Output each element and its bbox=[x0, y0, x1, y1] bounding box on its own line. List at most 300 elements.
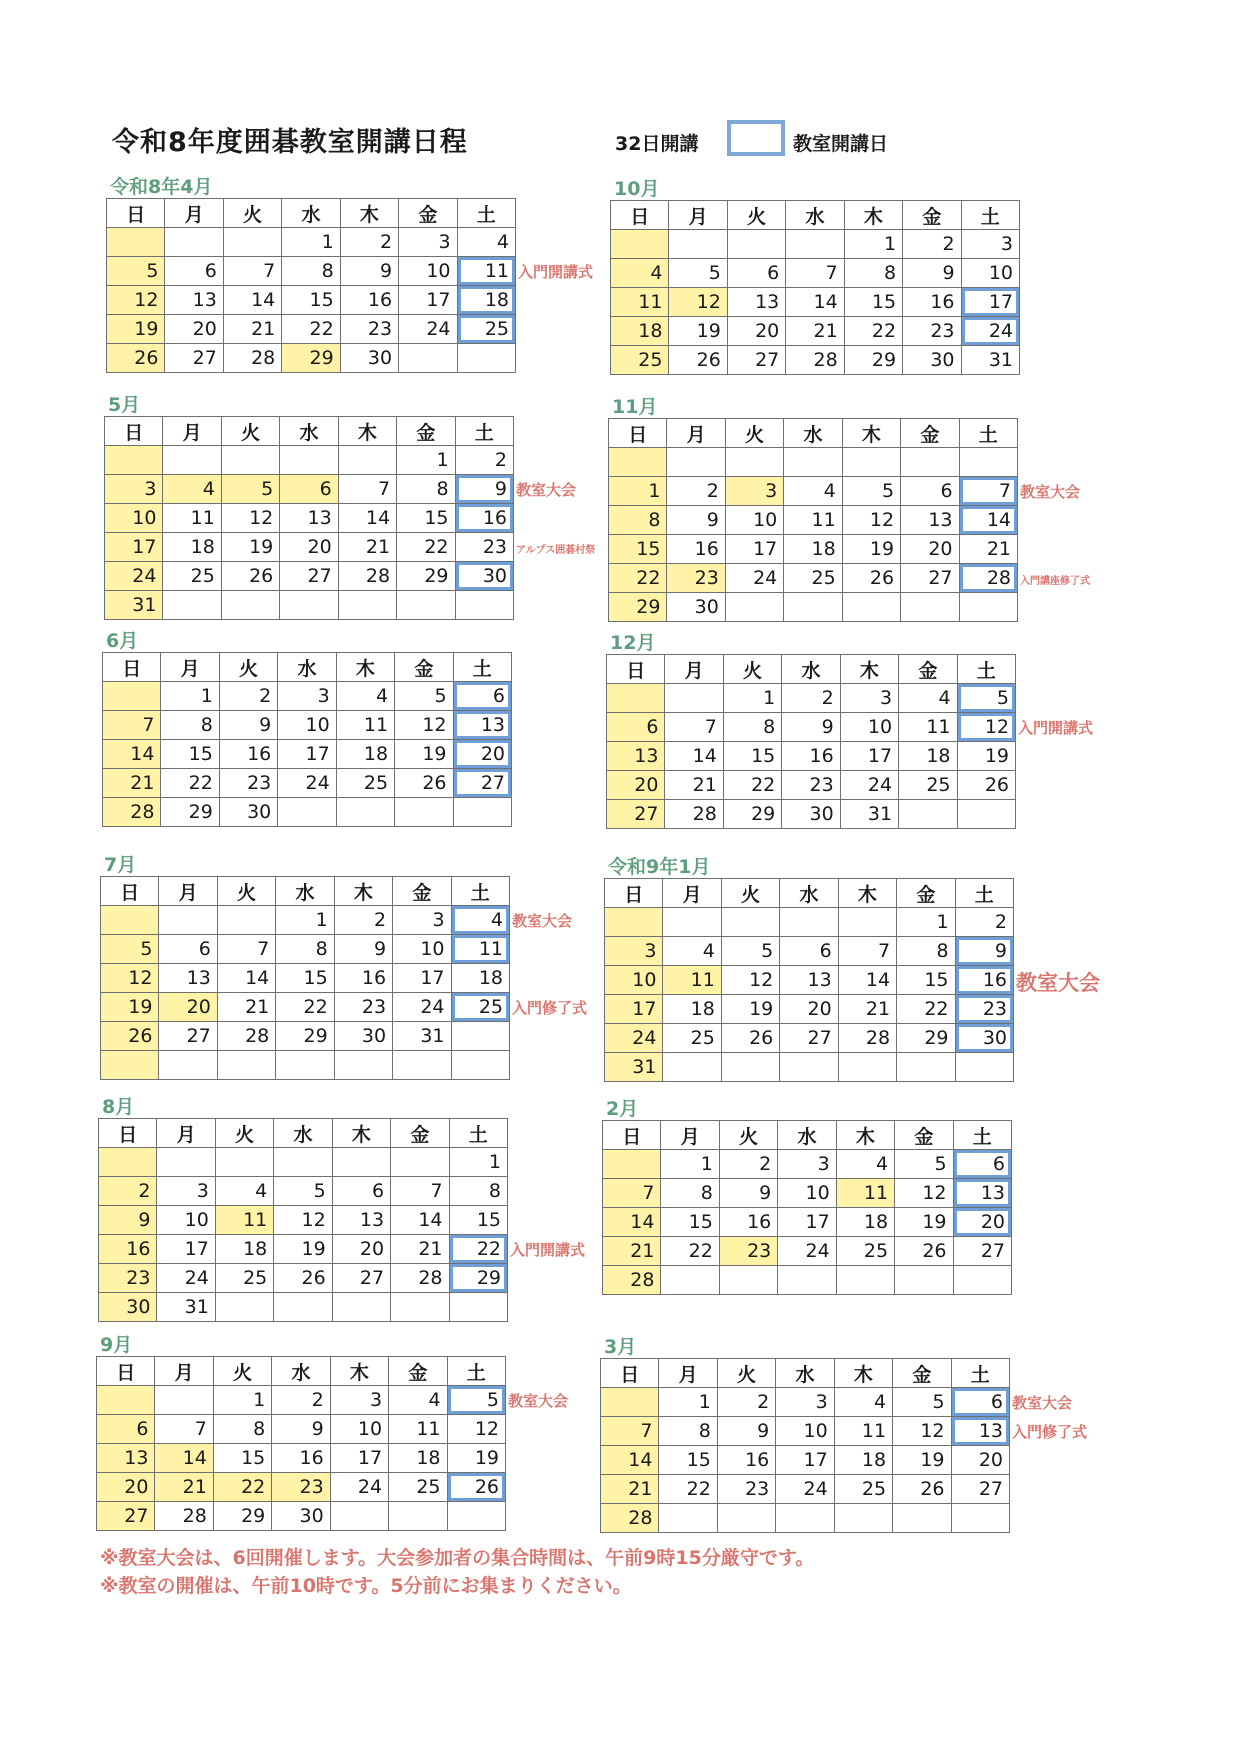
day-cell: 6 bbox=[165, 257, 223, 286]
day-cell bbox=[895, 1266, 953, 1295]
event-note: 教室大会 bbox=[1016, 971, 1100, 995]
week-row bbox=[105, 562, 514, 591]
day-cell: 12 bbox=[101, 964, 159, 993]
day-cell: 27 bbox=[159, 1022, 217, 1051]
day-cell: 11 bbox=[336, 711, 394, 740]
session-count: 32日開講 bbox=[615, 133, 699, 155]
day-cell bbox=[332, 1148, 390, 1177]
day-cell bbox=[838, 908, 896, 937]
day-cell: 6 bbox=[159, 935, 217, 964]
day-cell bbox=[215, 1293, 273, 1322]
day-cell bbox=[663, 908, 721, 937]
weekday-header: 火 bbox=[723, 655, 781, 684]
day-cell: 14 bbox=[665, 742, 723, 771]
day-cell: 5 bbox=[669, 259, 727, 288]
day-cell: 13 bbox=[727, 288, 785, 317]
day-cell: 7 bbox=[103, 711, 161, 740]
day-cell: 25 bbox=[836, 1237, 894, 1266]
day-cell bbox=[838, 1053, 896, 1082]
day-cell: 6 bbox=[780, 937, 838, 966]
day-cell: 25 bbox=[215, 1264, 273, 1293]
weekday-header: 金 bbox=[399, 199, 457, 228]
day-cell bbox=[669, 230, 727, 259]
day-cell: 19 bbox=[274, 1235, 332, 1264]
day-cell: 14 bbox=[223, 286, 281, 315]
day-cell: 7 bbox=[338, 475, 396, 504]
week-row bbox=[101, 964, 510, 993]
weekday-header: 水 bbox=[780, 879, 838, 908]
day-cell: 10 bbox=[776, 1417, 834, 1446]
day-cell: 30 bbox=[219, 798, 277, 827]
day-cell: 22 bbox=[161, 769, 219, 798]
day-cell: 1 bbox=[659, 1388, 717, 1417]
day-cell: 29 bbox=[397, 562, 455, 591]
weekday-header: 金 bbox=[391, 1119, 449, 1148]
week-row bbox=[611, 230, 1020, 259]
day-cell: 10 bbox=[157, 1206, 215, 1235]
day-cell: 24 bbox=[157, 1264, 215, 1293]
month-table bbox=[610, 200, 1020, 375]
day-cell bbox=[157, 1148, 215, 1177]
day-cell: 24 bbox=[399, 315, 457, 344]
week-row bbox=[605, 908, 1014, 937]
week-row bbox=[605, 1024, 1014, 1053]
day-cell: 13 bbox=[159, 964, 217, 993]
week-row bbox=[103, 740, 512, 769]
week-row bbox=[605, 1053, 1014, 1082]
day-cell bbox=[280, 446, 338, 475]
day-cell: 3 bbox=[330, 1386, 388, 1415]
day-cell: 29 bbox=[449, 1264, 507, 1293]
weekday-header: 日 bbox=[97, 1357, 155, 1386]
day-cell: 24 bbox=[393, 993, 451, 1022]
day-cell: 26 bbox=[101, 1022, 159, 1051]
day-cell: 25 bbox=[163, 562, 221, 591]
day-cell: 26 bbox=[842, 564, 900, 593]
event-note: 教室大会 bbox=[508, 1392, 569, 1410]
day-cell bbox=[215, 1148, 273, 1177]
day-cell: 13 bbox=[901, 506, 959, 535]
event-note: 入門開講式 bbox=[1018, 719, 1094, 737]
day-cell: 12 bbox=[893, 1417, 951, 1446]
weekday-header: 火 bbox=[217, 877, 275, 906]
month-label: 11月 bbox=[612, 396, 658, 418]
day-cell: 13 bbox=[97, 1444, 155, 1473]
day-cell: 5 bbox=[957, 684, 1015, 713]
day-cell bbox=[217, 906, 275, 935]
day-cell: 5 bbox=[274, 1177, 332, 1206]
day-cell bbox=[217, 1051, 275, 1080]
day-cell: 13 bbox=[453, 711, 511, 740]
day-cell bbox=[719, 1266, 777, 1295]
day-cell: 26 bbox=[957, 771, 1015, 800]
day-cell: 21 bbox=[223, 315, 281, 344]
day-cell: 4 bbox=[611, 259, 669, 288]
week-row bbox=[105, 533, 514, 562]
day-cell bbox=[607, 684, 665, 713]
day-cell: 16 bbox=[340, 286, 398, 315]
day-cell: 31 bbox=[105, 591, 163, 620]
day-cell bbox=[665, 684, 723, 713]
day-cell: 12 bbox=[721, 966, 779, 995]
day-cell: 8 bbox=[723, 713, 781, 742]
day-cell: 18 bbox=[163, 533, 221, 562]
day-cell: 22 bbox=[282, 315, 340, 344]
day-cell: 22 bbox=[276, 993, 334, 1022]
day-cell bbox=[663, 1053, 721, 1082]
day-cell: 19 bbox=[101, 993, 159, 1022]
day-cell bbox=[834, 1504, 892, 1533]
day-cell: 23 bbox=[717, 1475, 775, 1504]
day-cell: 18 bbox=[611, 317, 669, 346]
day-cell bbox=[780, 908, 838, 937]
day-cell: 28 bbox=[338, 562, 396, 591]
day-cell: 19 bbox=[669, 317, 727, 346]
day-cell bbox=[786, 230, 844, 259]
day-cell: 17 bbox=[105, 533, 163, 562]
day-cell bbox=[389, 1502, 447, 1531]
day-cell: 9 bbox=[455, 475, 513, 504]
day-cell: 1 bbox=[897, 908, 955, 937]
day-cell: 27 bbox=[727, 346, 785, 375]
weekday-header: 月 bbox=[665, 655, 723, 684]
day-cell: 18 bbox=[457, 286, 515, 315]
day-cell: 7 bbox=[959, 477, 1017, 506]
day-cell: 23 bbox=[719, 1237, 777, 1266]
weekday-header: 水 bbox=[280, 417, 338, 446]
day-cell: 9 bbox=[272, 1415, 330, 1444]
weekday-header: 水 bbox=[778, 1121, 836, 1150]
weekday-header: 月 bbox=[157, 1119, 215, 1148]
day-cell: 2 bbox=[340, 228, 398, 257]
day-cell: 2 bbox=[667, 477, 725, 506]
day-cell bbox=[338, 446, 396, 475]
day-cell: 30 bbox=[782, 800, 840, 829]
day-cell: 29 bbox=[723, 800, 781, 829]
day-cell: 31 bbox=[961, 346, 1019, 375]
day-cell: 27 bbox=[97, 1502, 155, 1531]
day-cell bbox=[163, 446, 221, 475]
day-cell: 18 bbox=[215, 1235, 273, 1264]
day-cell bbox=[721, 908, 779, 937]
day-cell: 7 bbox=[786, 259, 844, 288]
day-cell bbox=[274, 1148, 332, 1177]
week-row bbox=[607, 684, 1016, 713]
day-cell: 23 bbox=[782, 771, 840, 800]
day-cell bbox=[727, 230, 785, 259]
day-cell bbox=[274, 1293, 332, 1322]
day-cell: 14 bbox=[155, 1444, 213, 1473]
day-cell: 20 bbox=[159, 993, 217, 1022]
weekday-header-row bbox=[611, 201, 1020, 230]
day-cell: 17 bbox=[393, 964, 451, 993]
day-cell: 11 bbox=[663, 966, 721, 995]
day-cell: 3 bbox=[278, 682, 336, 711]
day-cell: 21 bbox=[601, 1475, 659, 1504]
day-cell: 16 bbox=[334, 964, 392, 993]
day-cell: 24 bbox=[840, 771, 898, 800]
legend-label: 教室開講日 bbox=[793, 133, 889, 155]
day-cell: 4 bbox=[834, 1388, 892, 1417]
day-cell: 1 bbox=[276, 906, 334, 935]
weekday-header: 土 bbox=[449, 1119, 507, 1148]
day-cell: 2 bbox=[903, 230, 961, 259]
day-cell: 24 bbox=[961, 317, 1019, 346]
day-cell bbox=[336, 798, 394, 827]
day-cell: 6 bbox=[727, 259, 785, 288]
day-cell: 5 bbox=[395, 682, 453, 711]
day-cell: 12 bbox=[395, 711, 453, 740]
week-row bbox=[97, 1386, 506, 1415]
day-cell: 22 bbox=[723, 771, 781, 800]
day-cell: 8 bbox=[161, 711, 219, 740]
day-cell: 5 bbox=[447, 1386, 505, 1415]
week-row bbox=[611, 317, 1020, 346]
month-table bbox=[106, 198, 516, 373]
day-cell: 14 bbox=[338, 504, 396, 533]
weekday-header: 木 bbox=[838, 879, 896, 908]
week-row bbox=[611, 288, 1020, 317]
day-cell: 18 bbox=[389, 1444, 447, 1473]
weekday-header: 日 bbox=[105, 417, 163, 446]
event-note: 入門修了式 bbox=[512, 999, 588, 1017]
day-cell: 20 bbox=[607, 771, 665, 800]
weekday-header: 水 bbox=[274, 1119, 332, 1148]
day-cell: 30 bbox=[99, 1293, 157, 1322]
day-cell: 15 bbox=[661, 1208, 719, 1237]
weekday-header-row bbox=[601, 1359, 1010, 1388]
weekday-header-row bbox=[603, 1121, 1012, 1150]
day-cell: 3 bbox=[776, 1388, 834, 1417]
day-cell bbox=[393, 1051, 451, 1080]
day-cell: 29 bbox=[282, 344, 340, 373]
day-cell: 17 bbox=[961, 288, 1019, 317]
day-cell: 6 bbox=[951, 1388, 1009, 1417]
day-cell: 13 bbox=[332, 1206, 390, 1235]
day-cell bbox=[280, 591, 338, 620]
day-cell: 25 bbox=[611, 346, 669, 375]
weekday-header: 木 bbox=[338, 417, 396, 446]
day-cell: 29 bbox=[897, 1024, 955, 1053]
day-cell bbox=[661, 1266, 719, 1295]
day-cell: 4 bbox=[163, 475, 221, 504]
week-row bbox=[609, 477, 1018, 506]
day-cell: 28 bbox=[223, 344, 281, 373]
day-cell: 9 bbox=[334, 935, 392, 964]
day-cell: 3 bbox=[840, 684, 898, 713]
weekday-header: 金 bbox=[389, 1357, 447, 1386]
day-cell: 15 bbox=[723, 742, 781, 771]
day-cell: 29 bbox=[844, 346, 902, 375]
day-cell: 24 bbox=[725, 564, 783, 593]
day-cell: 21 bbox=[838, 995, 896, 1024]
day-cell: 28 bbox=[838, 1024, 896, 1053]
day-cell bbox=[659, 1504, 717, 1533]
day-cell: 14 bbox=[786, 288, 844, 317]
weekday-header: 水 bbox=[282, 199, 340, 228]
day-cell: 10 bbox=[725, 506, 783, 535]
day-cell: 15 bbox=[397, 504, 455, 533]
weekday-header: 水 bbox=[784, 419, 842, 448]
week-row bbox=[105, 446, 514, 475]
day-cell: 14 bbox=[838, 966, 896, 995]
day-cell: 5 bbox=[721, 937, 779, 966]
day-cell: 11 bbox=[215, 1206, 273, 1235]
day-cell: 24 bbox=[278, 769, 336, 798]
day-cell: 1 bbox=[213, 1386, 271, 1415]
day-cell: 28 bbox=[665, 800, 723, 829]
week-row bbox=[101, 993, 510, 1022]
day-cell: 15 bbox=[844, 288, 902, 317]
day-cell: 8 bbox=[609, 506, 667, 535]
month-table bbox=[606, 654, 1016, 829]
day-cell: 1 bbox=[161, 682, 219, 711]
weekday-header: 土 bbox=[455, 417, 513, 446]
weekday-header: 火 bbox=[213, 1357, 271, 1386]
day-cell: 2 bbox=[955, 908, 1013, 937]
day-cell: 31 bbox=[157, 1293, 215, 1322]
day-cell bbox=[276, 1051, 334, 1080]
week-row bbox=[107, 344, 516, 373]
day-cell: 12 bbox=[274, 1206, 332, 1235]
day-cell: 10 bbox=[393, 935, 451, 964]
week-row bbox=[103, 769, 512, 798]
day-cell: 5 bbox=[107, 257, 165, 286]
day-cell: 3 bbox=[393, 906, 451, 935]
weekday-header: 金 bbox=[893, 1359, 951, 1388]
day-cell bbox=[451, 1051, 509, 1080]
day-cell: 7 bbox=[217, 935, 275, 964]
legend-swatch bbox=[727, 120, 785, 156]
weekday-header: 金 bbox=[903, 201, 961, 230]
day-cell: 9 bbox=[903, 259, 961, 288]
day-cell: 12 bbox=[447, 1415, 505, 1444]
day-cell bbox=[721, 1053, 779, 1082]
day-cell: 19 bbox=[893, 1446, 951, 1475]
day-cell: 8 bbox=[659, 1417, 717, 1446]
day-cell: 18 bbox=[899, 742, 957, 771]
day-cell: 27 bbox=[280, 562, 338, 591]
day-cell: 25 bbox=[457, 315, 515, 344]
weekday-header: 日 bbox=[607, 655, 665, 684]
day-cell: 11 bbox=[163, 504, 221, 533]
day-cell: 12 bbox=[221, 504, 279, 533]
week-row bbox=[103, 711, 512, 740]
day-cell bbox=[842, 448, 900, 477]
day-cell: 14 bbox=[217, 964, 275, 993]
day-cell: 9 bbox=[667, 506, 725, 535]
day-cell: 22 bbox=[661, 1237, 719, 1266]
weekday-header: 水 bbox=[782, 655, 840, 684]
day-cell: 20 bbox=[280, 533, 338, 562]
week-row bbox=[107, 257, 516, 286]
weekday-header-row bbox=[99, 1119, 508, 1148]
day-cell: 9 bbox=[219, 711, 277, 740]
day-cell bbox=[725, 593, 783, 622]
month-label: 10月 bbox=[614, 178, 660, 200]
week-row bbox=[605, 937, 1014, 966]
day-cell bbox=[784, 448, 842, 477]
day-cell: 26 bbox=[221, 562, 279, 591]
day-cell: 27 bbox=[901, 564, 959, 593]
weekday-header: 日 bbox=[101, 877, 159, 906]
day-cell: 5 bbox=[893, 1388, 951, 1417]
day-cell: 14 bbox=[103, 740, 161, 769]
day-cell: 17 bbox=[725, 535, 783, 564]
month-table bbox=[102, 652, 512, 827]
day-cell: 17 bbox=[157, 1235, 215, 1264]
weekday-header: 土 bbox=[955, 879, 1013, 908]
day-cell bbox=[901, 448, 959, 477]
day-cell: 3 bbox=[399, 228, 457, 257]
weekday-header: 日 bbox=[609, 419, 667, 448]
day-cell bbox=[611, 230, 669, 259]
event-note: 教室大会 bbox=[1012, 1394, 1073, 1412]
day-cell: 10 bbox=[961, 259, 1019, 288]
month-label: 9月 bbox=[100, 1334, 133, 1356]
week-row bbox=[99, 1206, 508, 1235]
week-row bbox=[607, 800, 1016, 829]
day-cell: 24 bbox=[105, 562, 163, 591]
weekday-header: 月 bbox=[667, 419, 725, 448]
event-note: アルプス囲碁村祭 bbox=[516, 545, 596, 556]
day-cell: 22 bbox=[659, 1475, 717, 1504]
week-row bbox=[603, 1237, 1012, 1266]
day-cell bbox=[338, 591, 396, 620]
weekday-header-row bbox=[103, 653, 512, 682]
weekday-header: 月 bbox=[159, 877, 217, 906]
day-cell: 6 bbox=[901, 477, 959, 506]
month-table bbox=[604, 878, 1014, 1082]
day-cell bbox=[901, 593, 959, 622]
day-cell bbox=[155, 1386, 213, 1415]
day-cell: 20 bbox=[901, 535, 959, 564]
day-cell: 19 bbox=[107, 315, 165, 344]
month-label: 2月 bbox=[606, 1098, 639, 1120]
weekday-header: 水 bbox=[278, 653, 336, 682]
week-row bbox=[101, 906, 510, 935]
event-note: 入門開講式 bbox=[518, 263, 594, 281]
week-row bbox=[105, 591, 514, 620]
day-cell bbox=[223, 228, 281, 257]
day-cell: 28 bbox=[155, 1502, 213, 1531]
day-cell bbox=[449, 1293, 507, 1322]
month-label: 5月 bbox=[108, 394, 141, 416]
day-cell: 13 bbox=[953, 1179, 1011, 1208]
day-cell: 30 bbox=[272, 1502, 330, 1531]
day-cell: 11 bbox=[784, 506, 842, 535]
day-cell bbox=[455, 591, 513, 620]
weekday-header: 月 bbox=[669, 201, 727, 230]
day-cell: 20 bbox=[780, 995, 838, 1024]
weekday-header: 木 bbox=[842, 419, 900, 448]
day-cell: 14 bbox=[601, 1446, 659, 1475]
day-cell: 27 bbox=[951, 1475, 1009, 1504]
day-cell bbox=[717, 1504, 775, 1533]
week-row bbox=[603, 1208, 1012, 1237]
day-cell: 22 bbox=[213, 1473, 271, 1502]
day-cell: 30 bbox=[667, 593, 725, 622]
weekday-header: 水 bbox=[786, 201, 844, 230]
month-label: 6月 bbox=[106, 630, 139, 652]
week-row bbox=[609, 564, 1018, 593]
day-cell: 25 bbox=[784, 564, 842, 593]
day-cell: 19 bbox=[842, 535, 900, 564]
week-row bbox=[603, 1150, 1012, 1179]
day-cell bbox=[603, 1150, 661, 1179]
day-cell: 17 bbox=[278, 740, 336, 769]
month-label: 7月 bbox=[104, 854, 137, 876]
